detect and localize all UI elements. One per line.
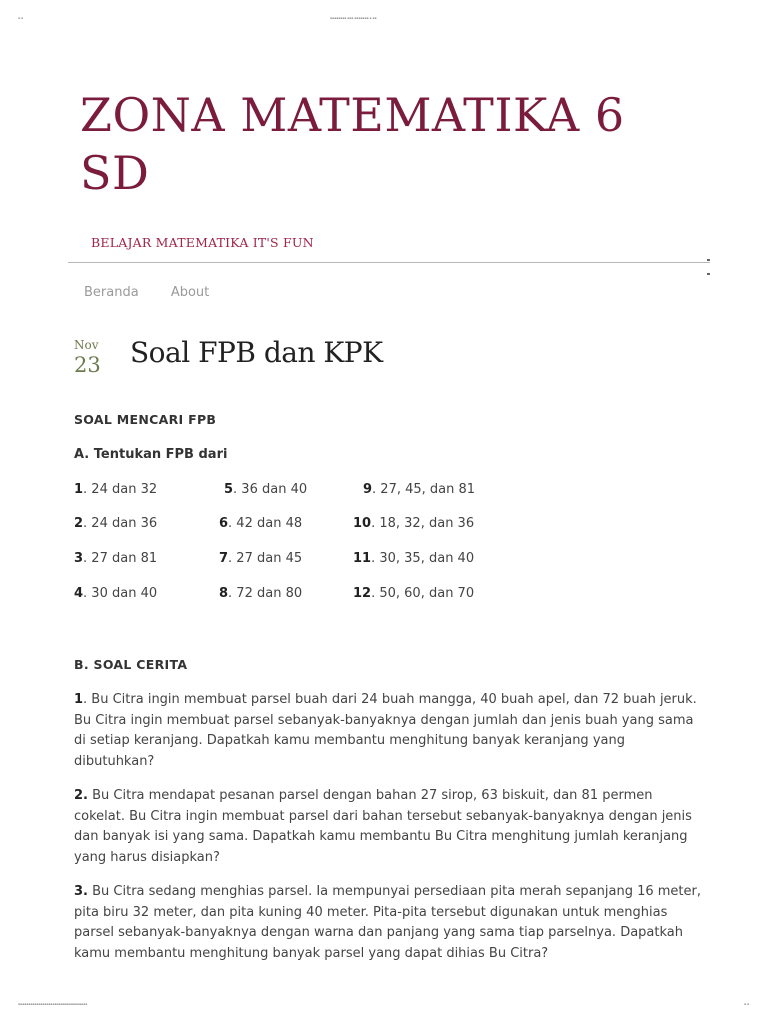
- post-title[interactable]: Soal FPB dan KPK: [130, 336, 383, 369]
- fpb-item: 9. 27, 45, dan 81: [363, 482, 476, 497]
- print-header: [0, 4, 768, 20]
- post-date: [74, 338, 101, 377]
- print-footer-left: ▪▪▪▪▪▪▪▪▪▪▪▪▪▪▪▪▪▪▪▪▪▪▪▪▪▪▪▪▪▪▪▪▪▪: [18, 1002, 88, 1006]
- section-a-subheading: A. Tentukan FPB dari: [74, 447, 228, 462]
- fpb-item: 5. 36 dan 40: [224, 482, 308, 497]
- header-divider: [68, 262, 710, 263]
- fpb-item: 3. 27 dan 81: [74, 551, 158, 566]
- fpb-item: 1. 24 dan 32: [74, 482, 158, 497]
- print-footer-right: ▪ ▪: [744, 1002, 750, 1006]
- divider-marker: [707, 259, 710, 261]
- nav-item-beranda[interactable]: Beranda: [84, 285, 139, 300]
- fpb-item: 10. 18, 32, dan 36: [353, 516, 475, 531]
- fpb-item: 7. 27 dan 45: [219, 551, 303, 566]
- fpb-item: 8. 72 dan 80: [219, 586, 303, 601]
- site-tagline: BELAJAR MATEMATIKA IT'S FUN: [91, 235, 314, 250]
- fpb-item: 12. 50, 60, dan 70: [353, 586, 475, 601]
- main-nav: [84, 285, 237, 300]
- story-problem: 2. Bu Citra mendapat pesanan parsel dengan bahan 27 sirop, 63 biskuit, dan 81 permen cokelat. Bu Citra ingin membuat parsel dari bahan tersebut sebanyak-banyaknya dengan jenis dan banyak isi yang sama. Dapatkah kamu membantu Bu Citra menghitung jumlah keranjang yang harus disiapkan?: [74, 788, 692, 865]
- post-date-day: 23: [74, 353, 101, 377]
- section-b-heading: B. SOAL CERITA: [74, 657, 188, 672]
- print-header-left: ▪ ▪: [18, 16, 24, 20]
- print-header-center: ▪▪▪▪▪▪▪▪ ▪▪▪ ▪▪▪▪▪▪▪ ▪ ▪▪: [330, 16, 377, 20]
- nav-item-about[interactable]: About: [170, 285, 210, 300]
- story-problem: 1. Bu Citra ingin membuat parsel buah dari 24 buah mangga, 40 buah apel, dan 72 buah jeruk. Bu Citra ingin membuat parsel sebanyak-banyaknya dengan jumlah dan jenis buah yang sama di setiap keranjang. Dapatkah kamu membantu menghitung banyak keranjang yang dibutuhkan?: [74, 692, 697, 769]
- fpb-item: 4. 30 dan 40: [74, 586, 158, 601]
- fpb-item: 11. 30, 35, dan 40: [353, 551, 475, 566]
- divider-marker: [707, 273, 710, 275]
- fpb-item: 6. 42 dan 48: [219, 516, 303, 531]
- story-problem: 3. Bu Citra sedang menghias parsel. Ia mempunyai persediaan pita merah sepanjang 16 meter, pita biru 32 meter, dan pita kuning 40 meter. Pita-pita tersebut digunakan untuk menghias parsel sebanyak-banyaknya dengan warna dan panjang yang sama tiap parselnya. Dapatkah kamu membantu menghitung banyak parsel yang dapat dihias Bu Citra?: [74, 884, 702, 961]
- post-date-month: Nov: [74, 338, 99, 352]
- site-title[interactable]: ZONA MATEMATIKA 6 SD: [80, 88, 625, 200]
- section-a-heading: SOAL MENCARI FPB: [74, 412, 217, 427]
- fpb-item: 2. 24 dan 36: [74, 516, 158, 531]
